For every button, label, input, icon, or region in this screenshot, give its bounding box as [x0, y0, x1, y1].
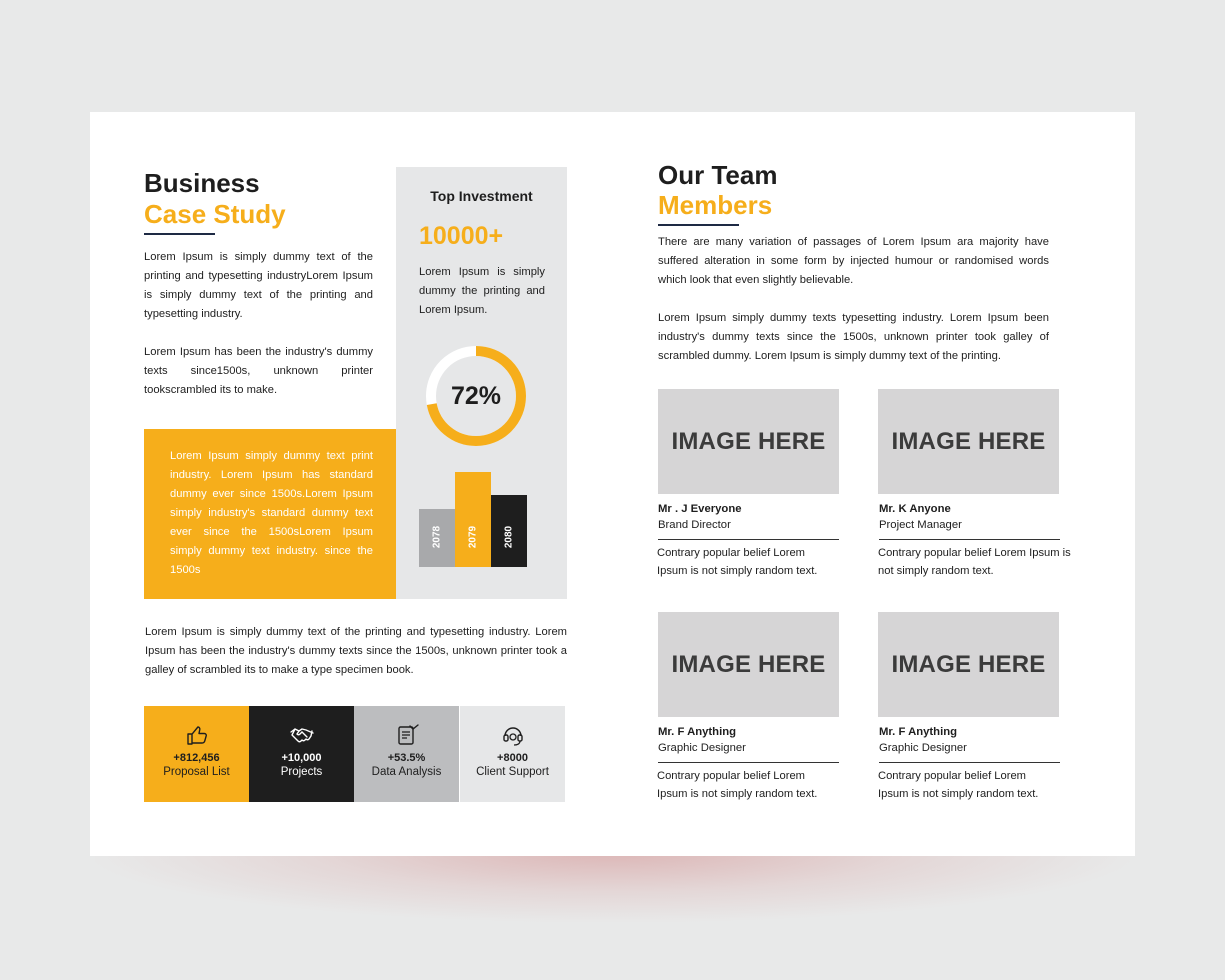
- team-member-bio: Contrary popular belief Lorem Ipsum is not simply random text.: [878, 547, 1071, 577]
- stat-value: +10,000: [281, 752, 322, 764]
- team-card-divider: [879, 762, 1060, 763]
- team-member-name: Mr . J Everyone: [658, 503, 742, 515]
- team-member-name: Mr. F Anything: [879, 726, 958, 738]
- investment-panel: [396, 167, 567, 599]
- donut-percent-label: 72%: [450, 381, 502, 410]
- bar-label-2078: 2078: [431, 525, 443, 549]
- thumbs-up-icon: [185, 724, 209, 746]
- stat-value: +53.5%: [387, 752, 426, 764]
- stat-projects: [249, 706, 354, 802]
- investment-bar-chart: [419, 467, 529, 577]
- right-paragraph-1: There are many variation of passages of Lorem Ipsum ara majority have suffered alteration in some form by injected humour or randomised words which look that even slightly believable.: [658, 236, 1049, 286]
- team-photo-placeholder: IMAGE HERE: [878, 389, 1059, 494]
- stat-value: +812,456: [173, 752, 220, 764]
- right-title-line2: Members: [658, 190, 773, 220]
- stat-data-analysis: [354, 706, 459, 802]
- stat-label: Client Support: [476, 766, 549, 778]
- team-member-role: Graphic Designer: [658, 742, 746, 754]
- team-card-divider: [658, 762, 839, 763]
- left-paragraph-1: Lorem Ipsum is simply dummy text of the printing and typesetting industryLorem Ipsum is simply dummy text of the printing and typesetting industry.: [144, 251, 373, 320]
- page-shadow: [95, 852, 1130, 922]
- left-title-underline: [144, 233, 215, 235]
- brochure-spread: [90, 112, 1135, 856]
- clipboard-icon: [395, 724, 419, 746]
- left-title-line2: Case Study: [144, 199, 286, 229]
- team-member-bio: Contrary popular belief Lorem Ipsum is not simply random text.: [657, 770, 818, 800]
- team-member-role: Brand Director: [658, 519, 731, 531]
- team-photo-placeholder: IMAGE HERE: [658, 389, 839, 494]
- left-title-line1: Business: [144, 168, 260, 198]
- team-member-name: Mr. F Anything: [658, 726, 737, 738]
- highlight-box: [144, 429, 396, 599]
- left-bottom-paragraph: Lorem Ipsum is simply dummy text of the printing and typesetting industry. Lorem Ipsum has been the industry's dummy texts since the 1500s, unknown printer took a galley of scrambled its to make a type specimen book.: [145, 626, 567, 676]
- bar-label-2080: 2080: [503, 525, 515, 549]
- team-photo-placeholder: IMAGE HERE: [878, 612, 1059, 717]
- stat-label: Projects: [280, 766, 323, 778]
- team-member-name: Mr. K Anyone: [879, 503, 951, 515]
- team-member-role: Project Manager: [879, 519, 962, 531]
- team-card-divider: [879, 539, 1060, 540]
- team-member-bio: Contrary popular belief Lorem Ipsum is not simply random text.: [657, 547, 818, 577]
- stat-label: Proposal List: [163, 766, 230, 778]
- right-paragraph-2: Lorem Ipsum simply dummy texts typesetting industry. Lorem Ipsum been industry's dummy texts since the 1500s, unknown printer took galley of scrambled dummy. Lorem Ipsum is simply dummy text of the printing.: [658, 312, 1049, 362]
- headset-icon: [501, 724, 525, 746]
- team-photo-placeholder: IMAGE HERE: [658, 612, 839, 717]
- left-paragraph-2: Lorem Ipsum has been the industry's dummy texts since1500s, unknown printer tookscrambled its to make.: [144, 346, 373, 396]
- stat-value: +8000: [497, 752, 528, 764]
- stat-label: Data Analysis: [371, 766, 442, 778]
- right-title-underline: [658, 224, 739, 226]
- bar-2079: [455, 472, 491, 567]
- right-title-line1: Our Team: [658, 160, 778, 190]
- team-member-role: Graphic Designer: [879, 742, 967, 754]
- investment-title: Top Investment: [430, 188, 533, 204]
- bar-label-2079: 2079: [467, 525, 479, 549]
- handshake-icon: [290, 724, 314, 746]
- team-member-bio: Contrary popular belief Lorem Ipsum is not simply random text.: [878, 770, 1039, 800]
- investment-value: 10000+: [419, 222, 504, 250]
- highlight-text: Lorem Ipsum simply dummy text print industry. Lorem Ipsum has standard dummy ever since 1500s.Lorem Ipsum simply industry's standard dummy text ever since the 1500sLorem Ipsum simply dummy text industry. since the 1500s: [170, 450, 373, 576]
- stat-client-support: [460, 706, 565, 802]
- team-card-divider: [658, 539, 839, 540]
- stat-proposal-list: [144, 706, 249, 802]
- investment-text: Lorem Ipsum is simply dummy the printing and Lorem Ipsum.: [419, 266, 545, 316]
